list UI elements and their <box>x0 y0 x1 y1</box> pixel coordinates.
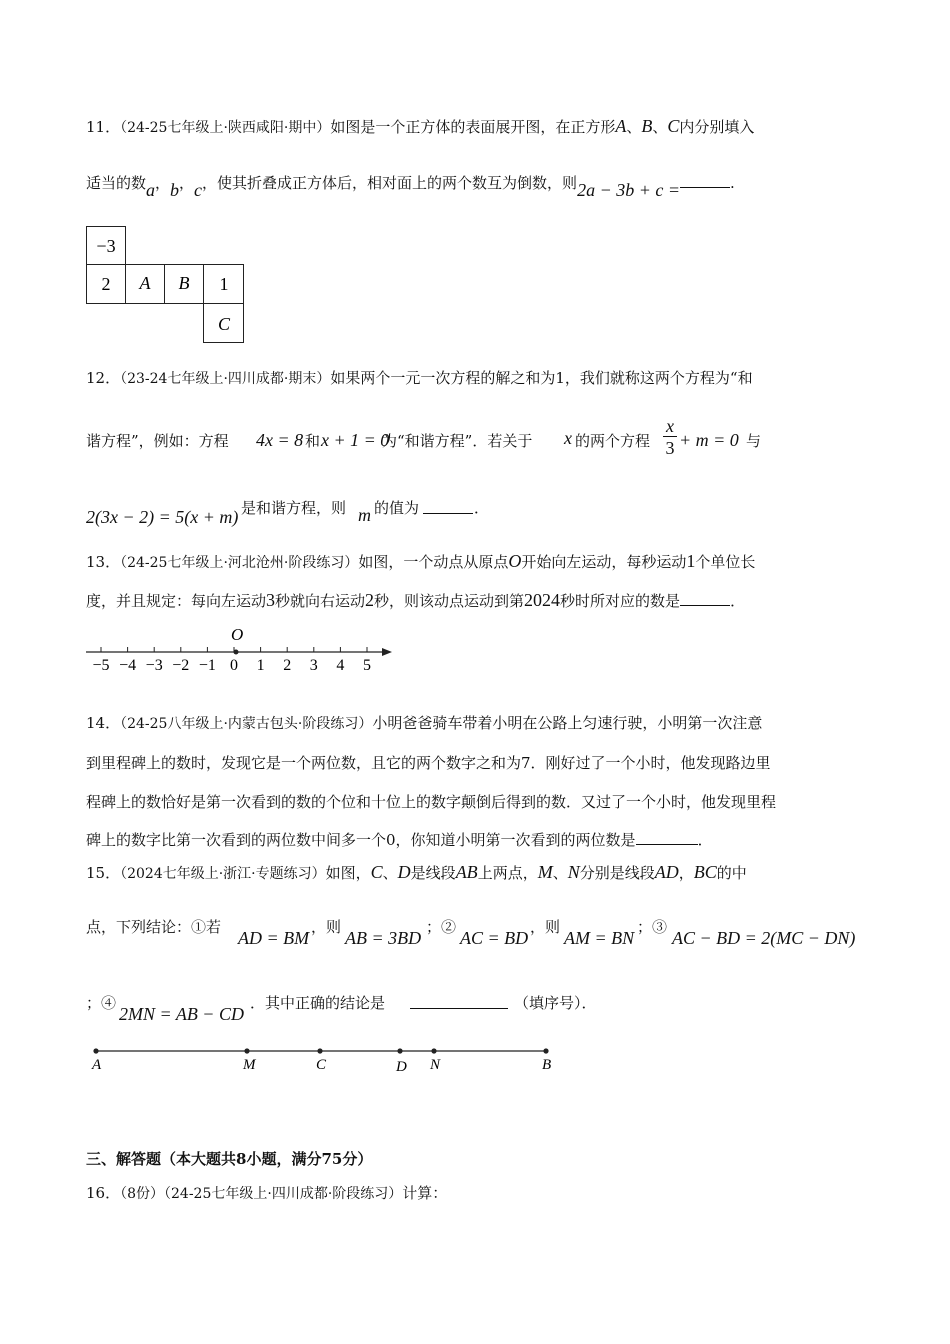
net-cell-B: B <box>178 273 190 293</box>
q14-line1: 14．（24-25八年级上·内蒙古包头·阶段练习）小明爸爸骑车带着小明在公路上匀速行驶，小明第一次注意 <box>86 714 763 732</box>
axis-tick-label: 2 <box>283 657 292 674</box>
q11-expression: 2a − 3b + c = <box>577 180 680 200</box>
axis-tick-label: −2 <box>172 657 190 674</box>
q14-line2: 到里程碑上的数时，发现它是一个两位数，且它的两个数字之和为7．刚好过了一个小时，他发现路边里 <box>86 754 771 772</box>
axis-tick-label: −1 <box>198 657 216 674</box>
segment-point <box>317 1048 322 1053</box>
origin-label: O <box>231 625 244 644</box>
q14-line4: 碑上的数字比第一次看到的两位数中间多一个0，你知道小明第一次看到的两位数是 ． <box>86 831 713 849</box>
q11-answer-blank <box>680 173 730 188</box>
q14-answer-blank <box>636 830 698 845</box>
net-cell-A: A <box>139 273 151 293</box>
q13-line1: 13．（24-25七年级上·河北沧州·阶段练习）如图，一个动点从原点O开始向左运动，每秒运动1个单位长 <box>86 551 756 571</box>
segment-point <box>397 1048 402 1053</box>
segment-point <box>93 1048 98 1053</box>
q13-line2: 度，并且规定：每向左运动3秒就向右运动2秒，则该动点运动到第2024秒时所对应的数是 ． <box>86 590 746 610</box>
segment-point <box>543 1048 548 1053</box>
axis-tick-label: 3 <box>309 657 318 674</box>
segment-point-label: D <box>396 1059 407 1075</box>
q15-answer-blank <box>410 994 508 1009</box>
q12-source: （23-24七年级上·四川成都·期末） <box>120 371 331 387</box>
q12-equation: 2(3x − 2) = 5(x + m) <box>86 507 239 527</box>
segment-point-label: N <box>430 1057 441 1073</box>
segment-point-label: A <box>92 1057 102 1073</box>
q12-fraction: x 3 <box>663 416 677 459</box>
axis-tick-label: 1 <box>256 657 265 674</box>
segment-point-label: M <box>243 1057 256 1073</box>
segment-point-label: B <box>542 1057 552 1073</box>
q16-number: 16． <box>86 1184 121 1202</box>
q12-line1: 12．（23-24七年级上·四川成都·期末）如果两个一元一次方程的解之和为1，我们就称这两个方程为“和 <box>86 369 753 387</box>
axis-tick-label: 5 <box>363 657 371 674</box>
q12-number: 12． <box>86 369 121 387</box>
q16-line1: 16．（8份）（24-25七年级上·四川成都·阶段练习）计算： <box>86 1184 448 1202</box>
q11-source: （24-25七年级上·陕西咸阳·期中） <box>120 120 331 136</box>
net-cell-C: C <box>217 314 231 334</box>
segment-point <box>431 1048 436 1053</box>
q13-answer-blank <box>680 591 730 606</box>
net-cell-1: 1 <box>219 274 229 294</box>
q11-line2: 适当的数a，b，c，使其折叠成正方体后，相对面上的两个数互为倒数，则2a − 3b + c = . <box>86 174 735 200</box>
q14-line3: 程碑上的数恰好是第一次看到的数的个位和十位上的数字颠倒后得到的数．又过了一个小时，他发现里程 <box>86 793 777 811</box>
axis-tick-label: −5 <box>92 657 110 674</box>
segment-point <box>244 1048 249 1053</box>
q15-source: （2024七年级上·浙江·专题练习） <box>120 866 326 882</box>
cube-net-diagram <box>86 226 248 346</box>
q13-number: 13． <box>86 553 121 571</box>
segment-diagram <box>84 1040 564 1080</box>
axis-tick-label: −4 <box>119 657 137 674</box>
q15-number: 15． <box>86 864 121 882</box>
q15-line1: 15．（2024七年级上·浙江·专题练习）如图，C、D是线段AB上两点，M、N分别是线段AD，BC的中 <box>86 862 747 882</box>
q11-number: 11． <box>86 118 121 136</box>
net-cell-2: 2 <box>101 274 111 294</box>
q14-number: 14． <box>86 714 121 732</box>
axis-tick-label: 4 <box>336 657 345 674</box>
axis-tick-label: 0 <box>230 657 238 674</box>
q13-source: （24-25七年级上·河北沧州·阶段练习） <box>120 555 359 571</box>
number-line-diagram <box>84 622 396 674</box>
q11-line1: 11．（24-25七年级上·陕西咸阳·期中）如图是一个正方体的表面展开图，在正方形A、B、C内分别填入 <box>86 116 755 136</box>
q12-answer-blank <box>423 499 473 514</box>
axis-tick-label: −3 <box>145 657 163 674</box>
q14-source: （24-25八年级上·内蒙古包头·阶段练习） <box>120 716 373 732</box>
segment-point-label: C <box>316 1057 327 1073</box>
section-3-heading: 三、解答题（本大题共8小题，满分75分） <box>86 1150 373 1168</box>
net-cell-neg3: −3 <box>96 236 116 256</box>
q16-source: （24-25七年级上·四川成都·阶段练习） <box>164 1186 403 1202</box>
